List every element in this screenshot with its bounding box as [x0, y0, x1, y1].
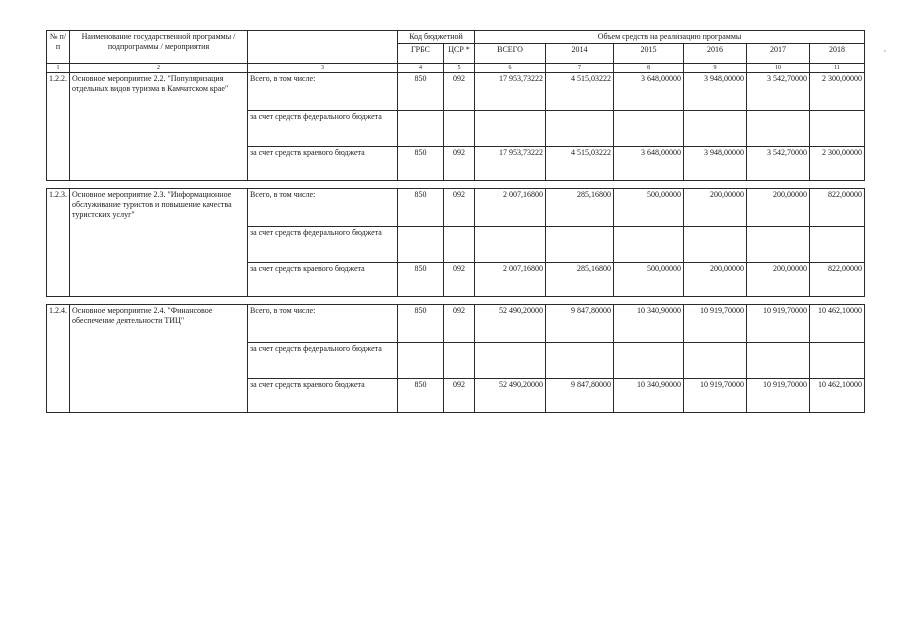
year-value	[614, 111, 684, 147]
year-value: 285,16800	[546, 189, 614, 227]
total-value: 2 007,16800	[475, 263, 546, 297]
year-value	[810, 111, 865, 147]
column-number: 1	[47, 64, 70, 73]
funding-source: за счет средств краевого бюджета	[248, 263, 398, 297]
header-volume: Объем средств на реализацию программы	[475, 31, 865, 44]
header-grbs: ГРБС	[398, 44, 444, 64]
item-name: Основное мероприятие 2.4. "Финансовое обеспечение деятельности ТИЦ"	[70, 305, 248, 413]
year-value: 200,00000	[684, 189, 747, 227]
item-number: 1.2.2.	[47, 73, 70, 181]
header-year: 2017	[747, 44, 810, 64]
total-value	[475, 111, 546, 147]
year-value: 2 300,00000	[810, 147, 865, 181]
scan-mark: ,	[884, 44, 886, 53]
year-value: 200,00000	[747, 263, 810, 297]
column-number: 6	[475, 64, 546, 73]
csr-code: 092	[444, 73, 475, 111]
year-value: 10 462,10000	[810, 305, 865, 343]
total-value	[475, 343, 546, 379]
total-value: 52 490,20000	[475, 379, 546, 413]
spacer-cell	[47, 297, 865, 305]
total-value: 17 953,73222	[475, 73, 546, 111]
column-number: 4	[398, 64, 444, 73]
block-spacer	[47, 181, 865, 189]
header-name: Наименование государственной программы / подпрограммы / мероприятия	[70, 31, 248, 64]
csr-code: 092	[444, 147, 475, 181]
funding-source: Всего, в том числе:	[248, 189, 398, 227]
header-year: 2016	[684, 44, 747, 64]
year-value	[614, 343, 684, 379]
csr-code	[444, 227, 475, 263]
column-number: 9	[684, 64, 747, 73]
table-header	[47, 31, 865, 73]
grbs-code: 850	[398, 189, 444, 227]
year-value	[810, 343, 865, 379]
funding-source: за счет средств краевого бюджета	[248, 379, 398, 413]
year-value: 2 300,00000	[810, 73, 865, 111]
year-value: 10 919,70000	[684, 379, 747, 413]
year-value: 822,00000	[810, 263, 865, 297]
table-row	[47, 73, 865, 111]
year-value: 3 648,00000	[614, 73, 684, 111]
year-value	[546, 343, 614, 379]
total-value: 2 007,16800	[475, 189, 546, 227]
column-number: 10	[747, 64, 810, 73]
year-value: 10 919,70000	[747, 305, 810, 343]
year-value: 10 919,70000	[747, 379, 810, 413]
year-value	[684, 343, 747, 379]
item-number: 1.2.4.	[47, 305, 70, 413]
year-value	[546, 111, 614, 147]
year-value: 10 340,90000	[614, 379, 684, 413]
column-number: 8	[614, 64, 684, 73]
header-year: 2018	[810, 44, 865, 64]
table-row	[47, 189, 865, 227]
item-number: 1.2.3.	[47, 189, 70, 297]
year-value: 3 948,00000	[684, 147, 747, 181]
funding-source: за счет средств федерального бюджета	[248, 343, 398, 379]
header-csr: ЦСР *	[444, 44, 475, 64]
header-source	[248, 31, 398, 64]
grbs-code: 850	[398, 379, 444, 413]
funding-source: за счет средств краевого бюджета	[248, 147, 398, 181]
csr-code: 092	[444, 305, 475, 343]
column-number: 7	[546, 64, 614, 73]
grbs-code	[398, 343, 444, 379]
item-name: Основное мероприятие 2.2. "Популяризация отдельных видов туризма в Камчатском крае"	[70, 73, 248, 181]
spacer-cell	[47, 181, 865, 189]
budget-table	[46, 30, 865, 413]
table-body	[47, 73, 865, 413]
header-num: № п/п	[47, 31, 70, 64]
block-spacer	[47, 297, 865, 305]
year-value: 9 847,80000	[546, 379, 614, 413]
grbs-code: 850	[398, 263, 444, 297]
csr-code: 092	[444, 379, 475, 413]
year-value: 3 542,70000	[747, 147, 810, 181]
column-number: 11	[810, 64, 865, 73]
year-value: 285,16800	[546, 263, 614, 297]
year-value: 500,00000	[614, 263, 684, 297]
grbs-code: 850	[398, 73, 444, 111]
year-value: 200,00000	[747, 189, 810, 227]
csr-code: 092	[444, 189, 475, 227]
year-value: 3 542,70000	[747, 73, 810, 111]
year-value	[747, 343, 810, 379]
grbs-code: 850	[398, 305, 444, 343]
year-value: 3 948,00000	[684, 73, 747, 111]
year-value	[684, 111, 747, 147]
year-value: 4 515,03222	[546, 147, 614, 181]
header-year: 2014	[546, 44, 614, 64]
total-value: 17 953,73222	[475, 147, 546, 181]
table-row	[47, 305, 865, 343]
column-number: 5	[444, 64, 475, 73]
funding-source: Всего, в том числе:	[248, 305, 398, 343]
year-value: 500,00000	[614, 189, 684, 227]
year-value: 4 515,03222	[546, 73, 614, 111]
grbs-code	[398, 111, 444, 147]
total-value	[475, 227, 546, 263]
year-value	[684, 227, 747, 263]
column-number-row	[47, 64, 865, 73]
year-value: 822,00000	[810, 189, 865, 227]
grbs-code: 850	[398, 147, 444, 181]
column-number: 3	[248, 64, 398, 73]
year-value: 10 462,10000	[810, 379, 865, 413]
total-value: 52 490,20000	[475, 305, 546, 343]
year-value: 3 648,00000	[614, 147, 684, 181]
year-value	[810, 227, 865, 263]
funding-source: за счет средств федерального бюджета	[248, 111, 398, 147]
header-budget-code: Код бюджетной	[398, 31, 475, 44]
year-value	[747, 111, 810, 147]
csr-code	[444, 111, 475, 147]
year-value: 10 919,70000	[684, 305, 747, 343]
funding-source: Всего, в том числе:	[248, 73, 398, 111]
year-value: 200,00000	[684, 263, 747, 297]
csr-code	[444, 343, 475, 379]
year-value	[614, 227, 684, 263]
grbs-code	[398, 227, 444, 263]
csr-code: 092	[444, 263, 475, 297]
year-value	[546, 227, 614, 263]
item-name: Основное мероприятие 2.3. "Информационное обслуживание туристов и повышение качества туристских услуг"	[70, 189, 248, 297]
column-number: 2	[70, 64, 248, 73]
header-total: ВСЕГО	[475, 44, 546, 64]
year-value: 10 340,90000	[614, 305, 684, 343]
funding-source: за счет средств федерального бюджета	[248, 227, 398, 263]
header-year: 2015	[614, 44, 684, 64]
year-value	[747, 227, 810, 263]
year-value: 9 847,80000	[546, 305, 614, 343]
